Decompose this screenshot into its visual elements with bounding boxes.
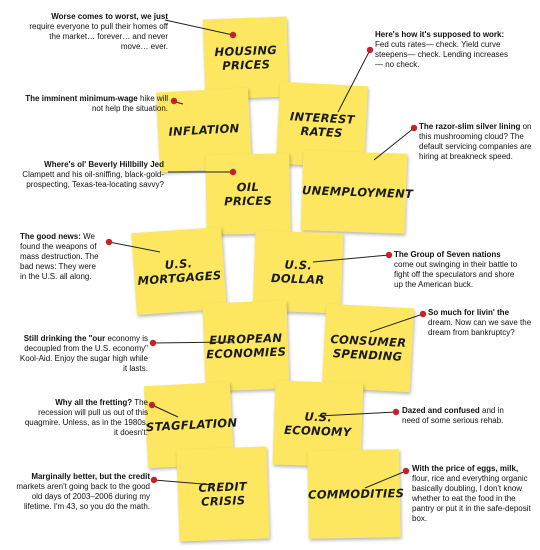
callout-mortgages — [20, 232, 104, 282]
connector-line-interest — [338, 50, 370, 112]
callout-body: dream. Now can we save the dream from bankruptcy? — [428, 318, 532, 337]
connector-line-consumer — [370, 314, 423, 332]
note-label: OIL PRICES — [224, 179, 273, 209]
pin-dot-inflation — [171, 98, 177, 104]
note-label: U.S. MORTGAGES — [137, 256, 222, 288]
pin-dot-consumer — [420, 311, 426, 317]
callout-lead: Marginally better, but the credit — [31, 472, 150, 481]
pin-dot-european — [150, 340, 156, 346]
connector-line-unemployment — [374, 128, 414, 160]
callout-body: flour, rice and everything organic basically doubling, I don't know whether to eat the food in the pantry or put it in the safe-deposit box. — [412, 474, 531, 523]
note-label: EUROPEAN ECONOMIES — [205, 330, 287, 362]
connector-line-mortgages — [109, 242, 160, 252]
connector-line-european — [153, 342, 232, 343]
note-label: HOUSING PRICES — [214, 42, 278, 73]
pin-dot-housing — [230, 32, 236, 38]
callout-inflation — [24, 94, 168, 114]
callout-lead: Here's how it's supposed to work: — [375, 30, 505, 39]
pin-dot-economy — [393, 409, 399, 415]
callout-lead: So much for livin' the — [428, 308, 510, 317]
callout-body: and in need of some serious rehab. — [402, 406, 504, 425]
connector-line-stagflation — [152, 405, 178, 417]
callout-body: The recession will pull us out of this quagmire. Unless, as in the 1980s, it doesn't. — [24, 398, 148, 437]
callout-lead: The imminent minimum-wage — [25, 94, 138, 103]
callout-lead: With the price of eggs, milk, — [412, 464, 519, 473]
callout-body: Fed cuts rates— check. Yield curve steepens— check. Lending increases— no check. — [375, 40, 508, 69]
note-label: INTEREST RATES — [289, 109, 356, 141]
connector-line-credit — [154, 480, 215, 485]
callout-lead: Still drinking the "our — [23, 334, 106, 343]
pin-dot-dollar — [386, 252, 392, 258]
connector-line-dollar — [313, 255, 389, 262]
note-label: U.S. DOLLAR — [270, 257, 325, 287]
callout-european — [18, 334, 148, 374]
callout-body: markets aren't going back to the good old days of 2003–2006 during my lifetime. I'm 43, so you do the math. — [16, 482, 150, 511]
note-label: STAGFLATION — [145, 415, 238, 435]
connector-line-housing — [165, 20, 233, 35]
note-label: CREDIT CRISIS — [198, 479, 248, 509]
pin-dot-interest — [367, 47, 373, 53]
callout-dollar — [394, 250, 522, 290]
note-label: U.S. ECONOMY — [283, 409, 352, 440]
callout-lead: Why all the fretting? — [55, 398, 133, 407]
callout-body: come out swinging in their battle to fight off the speculators and shore up the American buck. — [394, 260, 518, 289]
callout-housing — [28, 12, 168, 52]
pin-dot-mortgages — [106, 239, 112, 245]
callout-commodities — [412, 464, 536, 524]
callout-consumer — [428, 308, 534, 338]
callout-unemployment — [419, 122, 537, 162]
callout-lead: The Group of Seven nations — [394, 250, 501, 259]
callout-lead: The razor-slim silver lining — [419, 122, 521, 131]
callout-body: We found the weapons of mass destruction. The bad news: They were in the U.S. all along. — [20, 232, 99, 281]
pin-dot-unemployment — [411, 125, 417, 131]
note-label: CONSUMER SPENDING — [330, 332, 407, 364]
callout-interest — [375, 30, 515, 70]
callout-body: Clampett and his oil-sniffing, black-gold-prospecting, Texas-tea-locating savvy? — [22, 170, 164, 189]
pin-dot-oil — [230, 169, 236, 175]
pin-dot-stagflation — [149, 402, 155, 408]
callout-economy — [402, 406, 506, 426]
callout-body: hike will not help the situation. — [91, 94, 168, 113]
callout-stagflation — [20, 398, 148, 438]
note-label: UNEMPLOYMENT — [301, 183, 414, 202]
callout-body: on this mushrooming cloud? The default servicing companies are hiring at breakneck speed. — [419, 122, 532, 161]
pin-dot-credit — [151, 477, 157, 483]
connector-line-economy — [318, 412, 396, 416]
callout-lead: Where's ol' Beverly Hillbilly Jed — [44, 160, 164, 169]
pin-dot-commodities — [403, 468, 409, 474]
callout-body: economy is decoupled from the U.S. economy" Kool-Aid. Enjoy the sugar high while it lasts. — [19, 334, 148, 373]
callout-body: require everyone to pull their homes off the market… forever… and never move… ever. — [29, 22, 168, 51]
callout-lead: Worse comes to worst, we just — [51, 12, 168, 21]
callout-credit — [8, 472, 150, 512]
connector-line-commodities — [365, 471, 406, 488]
callout-lead: The good news: — [20, 232, 81, 241]
callout-oil — [16, 160, 164, 190]
note-label: COMMODITIES — [307, 486, 405, 502]
callout-lead: Dazed and confused — [402, 406, 480, 415]
note-label: INFLATION — [168, 121, 240, 139]
